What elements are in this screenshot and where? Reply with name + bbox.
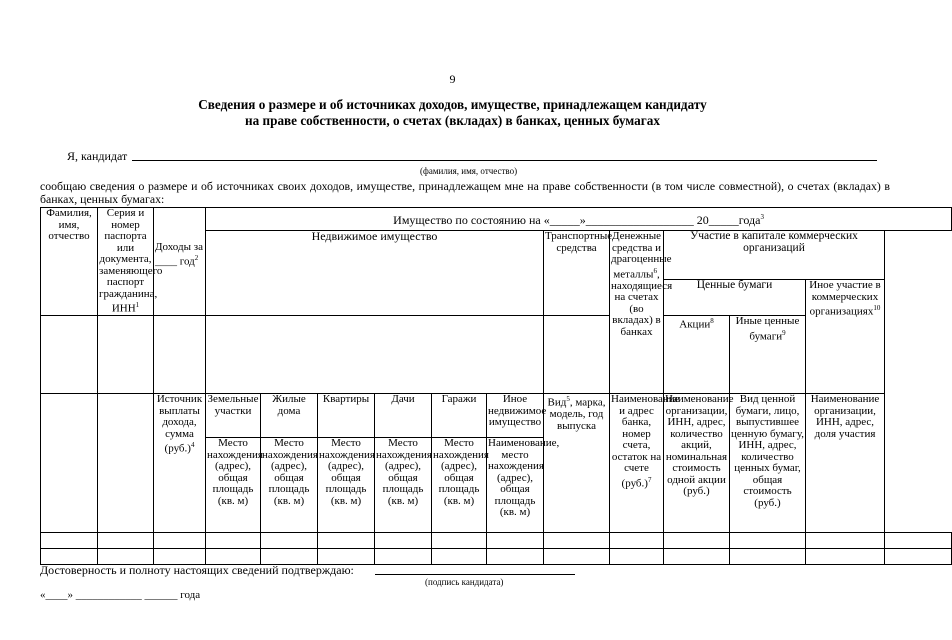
table-cell[interactable] [487, 549, 544, 565]
dachas-header: Дачи [375, 394, 432, 438]
table-cell[interactable] [730, 533, 806, 549]
table-cell[interactable] [664, 533, 730, 549]
garages-header: Гаражи [432, 394, 487, 438]
other-participation-header: Иное участие в коммерческих организациях$^{10}$ [806, 280, 885, 394]
table-cell[interactable] [544, 549, 610, 565]
table-cell[interactable] [544, 533, 610, 549]
table-cell[interactable] [885, 533, 952, 549]
income-spacer [154, 316, 206, 394]
signature-field[interactable] [375, 574, 575, 575]
money-detail-header: Наименование и адрес банка, номер счета, остаток на счете $(руб.)^7$ [610, 394, 664, 533]
table-cell[interactable] [885, 549, 952, 565]
table-cell[interactable] [154, 533, 206, 549]
table-cell[interactable] [206, 533, 261, 549]
col-passport-header: Серия и номер паспорта или документа, заменяющего паспорт гражданина, ИНН$^1$ [99, 207, 163, 315]
table-cell[interactable] [664, 549, 730, 565]
intro-text: сообщаю сведения о размере и об источниках своих доходов, имуществе, принадлежащем мне на праве собственности (в том числе совместной), о счетах (вкладах) в банках, ценных бумагах: [40, 179, 890, 206]
col-income-label [154, 240, 206, 316]
securities-header: Ценные бумаги [664, 280, 806, 316]
property-header: Имущество по состоянию на «_____»__________________ 20_____года$^3$ [206, 208, 952, 231]
candidate-name-field[interactable] [132, 160, 877, 161]
real-estate-spacer [206, 316, 544, 394]
table-cell[interactable] [432, 533, 487, 549]
table-row[interactable] [41, 533, 952, 549]
title-line-1: Сведения о размере и об источниках доходов, имуществе, принадлежащем кандидату [198, 97, 707, 112]
table-cell[interactable] [806, 549, 885, 565]
declaration-table [40, 207, 952, 565]
other-securities-header: Иные ценные бумаги$^9$ [730, 316, 806, 394]
document-title [60, 97, 845, 129]
table-cell[interactable] [375, 533, 432, 549]
houses-detail: Место нахождения (адрес), общая площадь (кв. м) [261, 438, 318, 533]
table-cell[interactable] [98, 533, 154, 549]
shares-detail-header: Наименование организации, ИНН, адрес, количество акций, номинальная стоимость одной акции (руб.) [664, 394, 730, 533]
transport-detail-header: Вид$^5$, марка, модель, год выпуска [544, 394, 610, 533]
apartments-detail: Место нахождения (адрес), общая площадь (кв. м) [318, 438, 375, 533]
other-real-estate-header: Иное недвижимое имущество [487, 394, 544, 438]
candidate-sublabel: (фамилия, имя, отчество) [420, 166, 518, 176]
income-source-header: Источник выплаты дохода, сумма $(руб.)^4$ [154, 394, 206, 533]
participation-header: Участие в капитале коммерческих организаций [664, 231, 885, 280]
other-real-estate-detail: Наименование, место нахождения (адрес), общая площадь (кв. м) [487, 438, 544, 533]
signature-sublabel: (подпись кандидата) [425, 577, 504, 587]
confirm-text: Достоверность и полноту настоящих сведений подтверждаю: [40, 563, 354, 577]
title-line-2: на праве собственности, о счетах (вкладах) в банках, ценных бумагах [245, 113, 660, 128]
candidate-label: Я, кандидат [67, 149, 128, 163]
table-cell[interactable] [261, 533, 318, 549]
real-estate-header: Недвижимое имущество [206, 231, 544, 316]
other-securities-detail-header: Вид ценной бумаги, лицо, выпустившее ценную бумагу, ИНН, адрес, количество ценных бумаг, общая стоимость (руб.) [730, 394, 806, 533]
table-cell[interactable] [432, 549, 487, 565]
money-header: Денежные средства и драгоценные металлы$^6$, находящиеся на счетах (во вкладах) в банках [610, 231, 664, 394]
dachas-detail: Место нахождения (адрес), общая площадь (кв. м) [375, 438, 432, 533]
land-detail: Место нахождения (адрес), общая площадь (кв. м) [206, 438, 261, 533]
shares-header: Акции$^8$ [664, 316, 730, 394]
garages-detail: Место нахождения (адрес), общая площадь (кв. м) [432, 438, 487, 533]
passport-body-spacer [98, 394, 154, 533]
name-body-spacer [41, 394, 98, 533]
table-cell[interactable] [318, 533, 375, 549]
page-number: 9 [449, 72, 456, 86]
col-name-header: Фамилия, имя, отчество [41, 208, 98, 316]
name-spacer [41, 316, 98, 394]
income-label: Доходы за ____ год$^2$ [155, 240, 203, 268]
table-cell[interactable] [610, 549, 664, 565]
land-header: Земельные участки [206, 394, 261, 438]
passport-spacer [98, 316, 154, 394]
table-cell[interactable] [806, 533, 885, 549]
houses-header: Жилые дома [261, 394, 318, 438]
date-line[interactable]: «____» ____________ ______ года [40, 589, 201, 601]
table-cell[interactable] [375, 549, 432, 565]
table-cell[interactable] [41, 533, 98, 549]
table-cell[interactable] [730, 549, 806, 565]
other-participation-detail-header: Наименование организации, ИНН, адрес, доля участия [806, 394, 885, 533]
table-cell[interactable] [610, 533, 664, 549]
transport-header: Транспортные средства [544, 231, 610, 316]
apartments-header: Квартиры [318, 394, 375, 438]
table-cell[interactable] [487, 533, 544, 549]
transport-spacer [544, 316, 610, 394]
